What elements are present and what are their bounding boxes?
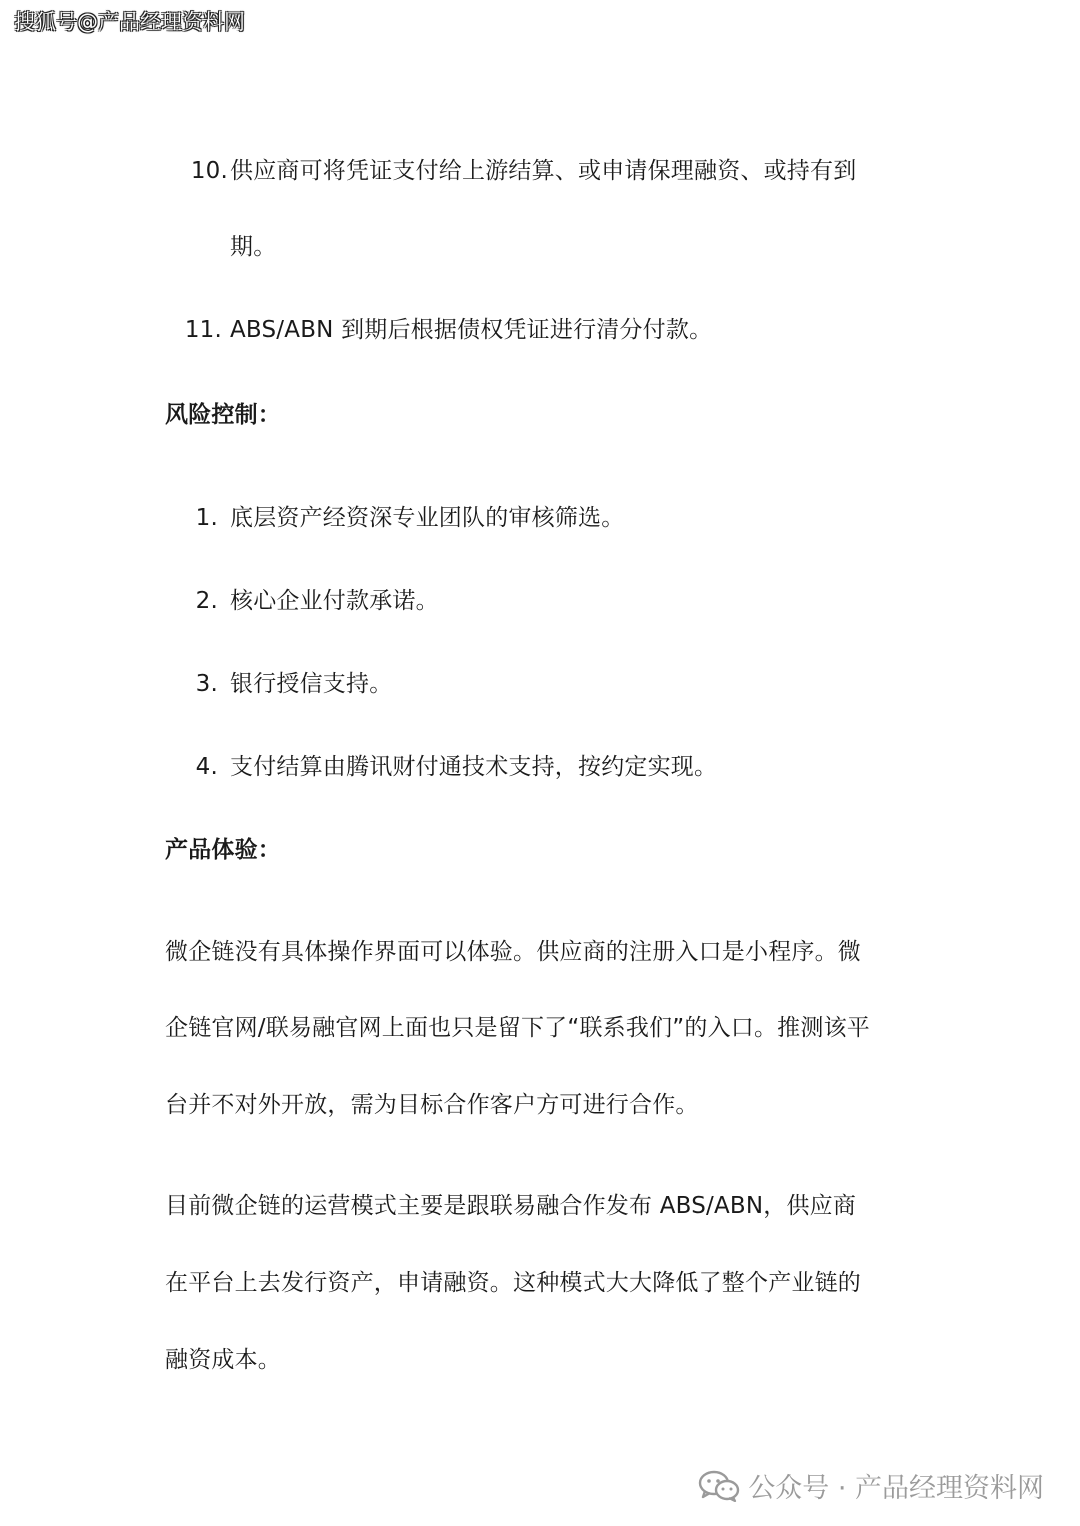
risk-item-text: 核心企业付款承诺。 xyxy=(230,588,439,614)
watermark-top: 搜狐号@产品经理资料网 xyxy=(14,10,245,34)
risk-item-text: 银行授信支持。 xyxy=(230,671,393,697)
risk-item-text: 支付结算由腾讯财付通技术支持，按约定实现。 xyxy=(230,754,718,780)
risk-item-text: 底层资产经资深专业团队的审核筛选。 xyxy=(230,505,625,531)
wechat-icon xyxy=(698,1470,740,1502)
risk-item-number: 3. xyxy=(195,671,218,697)
paragraph-line: 目前微企链的运营模式主要是跟联易融合作发布 ABS/ABN，供应商 xyxy=(165,1193,857,1219)
paragraph-line: 在平台上去发行资产，申请融资。这种模式大大降低了整个产业链的 xyxy=(165,1270,861,1296)
risk-item-number: 2. xyxy=(195,588,218,614)
risk-heading: 风险控制： xyxy=(165,402,281,428)
step-text: 供应商可将凭证支付给上游结算、或申请保理融资、或持有到 xyxy=(230,158,857,184)
paragraph-line: 企链官网/联易融官网上面也只是留下了“联系我们”的入口。推测该平 xyxy=(165,1015,870,1041)
paragraph-line: 台并不对外开放，需为目标合作客户方可进行合作。 xyxy=(165,1092,699,1118)
step-text-continued: 期。 xyxy=(230,234,277,260)
step-number: 10. xyxy=(190,158,228,184)
paragraph-line: 融资成本。 xyxy=(165,1347,281,1373)
watermark-bottom-text: 公众号 · 产品经理资料网 xyxy=(748,1473,1044,1504)
risk-item-number: 1. xyxy=(195,505,218,531)
paragraph-line: 微企链没有具体操作界面可以体验。供应商的注册入口是小程序。微 xyxy=(165,939,861,965)
step-number: 11. xyxy=(184,317,222,343)
watermark-bottom xyxy=(698,1466,1044,1505)
step-text: ABS/ABN 到期后根据债权凭证进行清分付款。 xyxy=(230,317,713,343)
risk-item-number: 4. xyxy=(195,754,218,780)
experience-heading: 产品体验： xyxy=(165,837,281,863)
